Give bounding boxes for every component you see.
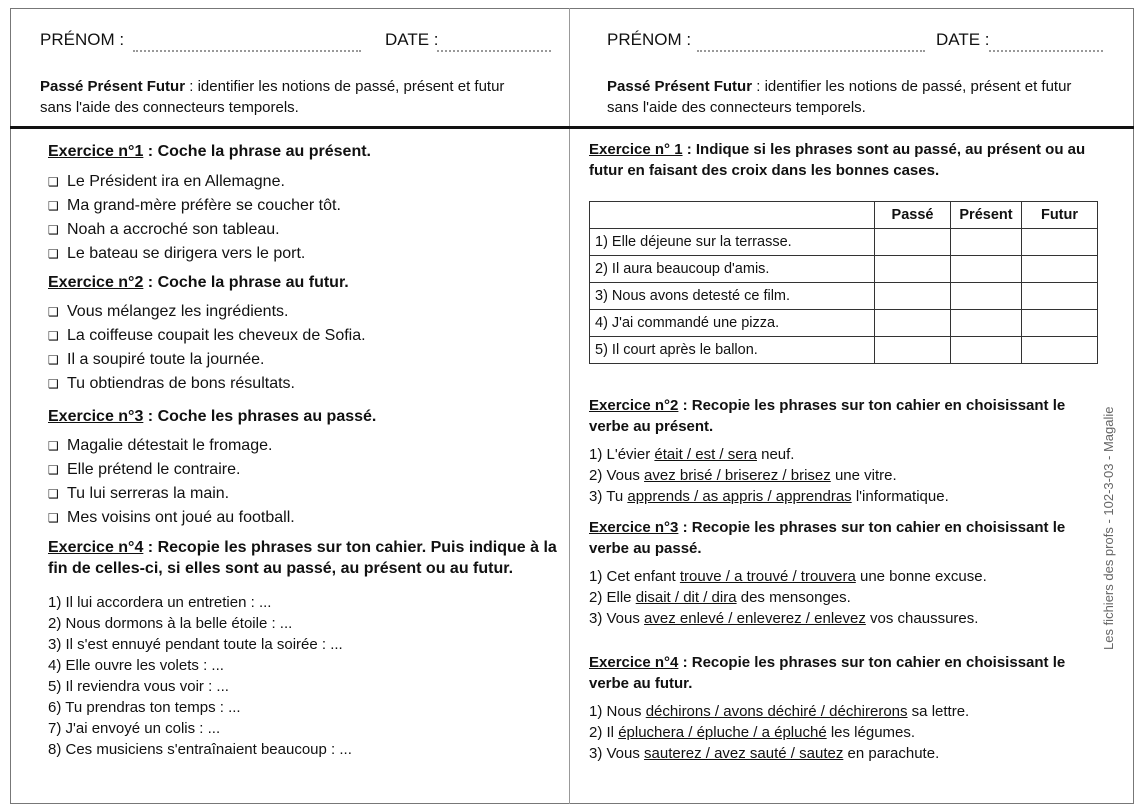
table-row-label: 4) J'ai commandé une pizza. [590, 310, 875, 337]
left-ex3-title: Exercice n°3 : Coche les phrases au passé. [48, 408, 377, 425]
list-item: 2) Il épluchera / épluche / a épluché les légumes. [589, 724, 916, 741]
prenom-field-right[interactable] [697, 50, 925, 52]
table-row-label: 2) Il aura beaucoup d'amis. [590, 256, 875, 283]
side-credit: Les fichiers des profs - 102-3-03 - Magalie [1101, 406, 1116, 650]
left-ex3-options [48, 434, 295, 530]
date-field-left[interactable] [437, 50, 551, 52]
table-row [590, 256, 1098, 283]
checkbox-icon[interactable]: ❑ [48, 199, 59, 213]
option-item[interactable]: ❑ Le bateau se dirigera vers le port. [48, 242, 341, 266]
table-cell[interactable] [951, 337, 1022, 364]
table-cell[interactable] [1022, 283, 1098, 310]
option-item[interactable]: ❑ Noah a accroché son tableau. [48, 218, 341, 242]
table-row [590, 310, 1098, 337]
tense-table [589, 201, 1098, 364]
list-item: 4) Elle ouvre les volets : ... [48, 657, 224, 674]
checkbox-icon[interactable]: ❑ [48, 439, 59, 453]
option-item[interactable]: ❑ Mes voisins ont joué au football. [48, 506, 295, 530]
table-cell[interactable] [951, 310, 1022, 337]
col-present: Présent [951, 202, 1022, 229]
table-cell[interactable] [1022, 256, 1098, 283]
table-cell[interactable] [1022, 310, 1098, 337]
list-item: 1) L'évier était / est / sera neuf. [589, 446, 795, 463]
table-cell[interactable] [875, 229, 951, 256]
table-corner [590, 202, 875, 229]
table-row [590, 229, 1098, 256]
option-item[interactable]: ❑ Ma grand-mère préfère se coucher tôt. [48, 194, 341, 218]
table-row-label: 1) Elle déjeune sur la terrasse. [590, 229, 875, 256]
option-item[interactable]: ❑ Tu lui serreras la main. [48, 482, 295, 506]
checkbox-icon[interactable]: ❑ [48, 175, 59, 189]
checkbox-icon[interactable]: ❑ [48, 353, 59, 367]
date-field-right[interactable] [989, 50, 1103, 52]
list-item: 2) Vous avez brisé / briserez / brisez une vitre. [589, 467, 897, 484]
list-item: 5) Il reviendra vous voir : ... [48, 678, 229, 695]
list-item: 8) Ces musiciens s'entraînaient beaucoup : ... [48, 741, 352, 758]
intro-left: Passé Présent Futur : identifier les notions de passé, présent et futur sans l'aide des connecteurs temporels. [40, 78, 505, 116]
left-ex1-title: Exercice n°1 : Coche la phrase au présent. [48, 143, 371, 160]
table-cell[interactable] [1022, 229, 1098, 256]
prenom-label-left: PRÉNOM : [40, 30, 125, 49]
list-item: 2) Nous dormons à la belle étoile : ... [48, 615, 293, 632]
table-cell[interactable] [951, 256, 1022, 283]
left-ex4-title: Exercice n°4 : Recopie les phrases sur ton cahier. Puis indique à la fin de celles-ci, si elles sont au passé, au présent ou au futur. [48, 539, 557, 577]
col-passe: Passé [875, 202, 951, 229]
left-ex2-title: Exercice n°2 : Coche la phrase au futur. [48, 274, 349, 291]
right-ex1-title: Exercice n° 1 : Indique si les phrases sont au passé, au présent ou au futur en faisant des croix dans les bonnes cases. [589, 141, 1086, 179]
option-item[interactable]: ❑ Il a soupiré toute la journée. [48, 348, 366, 372]
checkbox-icon[interactable]: ❑ [48, 377, 59, 391]
table-cell[interactable] [875, 310, 951, 337]
table-row-label: 3) Nous avons detesté ce film. [590, 283, 875, 310]
date-label-right: DATE : [936, 30, 990, 49]
intro-right: Passé Présent Futur : identifier les notions de passé, présent et futur sans l'aide des connecteurs temporels. [607, 78, 1072, 116]
checkbox-icon[interactable]: ❑ [48, 487, 59, 501]
checkbox-icon[interactable]: ❑ [48, 305, 59, 319]
table-cell[interactable] [951, 283, 1022, 310]
list-item: 6) Tu prendras ton temps : ... [48, 699, 241, 716]
checkbox-icon[interactable]: ❑ [48, 463, 59, 477]
left-ex1-options [48, 170, 341, 266]
option-item[interactable]: ❑ Vous mélangez les ingrédients. [48, 300, 366, 324]
option-item[interactable]: ❑ Elle prétend le contraire. [48, 458, 295, 482]
list-item: 2) Elle disait / dit / dira des mensonges. [589, 589, 851, 606]
left-ex2-options [48, 300, 366, 396]
right-ex3-list [589, 566, 987, 629]
list-item: 7) J'ai envoyé un colis : ... [48, 720, 221, 737]
list-item: 3) Vous sauterez / avez sauté / sautez en parachute. [589, 745, 940, 762]
prenom-label-right: PRÉNOM : [607, 30, 692, 49]
header-separator [10, 126, 1134, 129]
table-row [590, 337, 1098, 364]
option-item[interactable]: ❑ La coiffeuse coupait les cheveux de Sofia. [48, 324, 366, 348]
right-ex2-list [589, 444, 949, 507]
left-ex4-list [48, 592, 352, 760]
col-futur: Futur [1022, 202, 1098, 229]
table-row [590, 283, 1098, 310]
table-cell[interactable] [875, 256, 951, 283]
list-item: 1) Cet enfant trouve / a trouvé / trouvera une bonne excuse. [589, 568, 987, 585]
list-item: 3) Il s'est ennuyé pendant toute la soirée : ... [48, 636, 343, 653]
list-item: 3) Vous avez enlevé / enleverez / enlevez vos chaussures. [589, 610, 979, 627]
list-item: 3) Tu apprends / as appris / apprendras l'informatique. [589, 488, 949, 505]
list-item: 1) Il lui accordera un entretien : ... [48, 594, 272, 611]
right-ex4-title: Exercice n°4 : Recopie les phrases sur ton cahier en choisissant le verbe au futur. [589, 654, 1066, 692]
option-item[interactable]: ❑ Tu obtiendras de bons résultats. [48, 372, 366, 396]
right-ex3-title: Exercice n°3 : Recopie les phrases sur ton cahier en choisissant le verbe au passé. [589, 519, 1066, 557]
checkbox-icon[interactable]: ❑ [48, 511, 59, 525]
table-cell[interactable] [875, 283, 951, 310]
list-item: 1) Nous déchirons / avons déchiré / déchirerons sa lettre. [589, 703, 970, 720]
checkbox-icon[interactable]: ❑ [48, 247, 59, 261]
prenom-field-left[interactable] [133, 50, 361, 52]
table-cell[interactable] [1022, 337, 1098, 364]
table-cell[interactable] [875, 337, 951, 364]
checkbox-icon[interactable]: ❑ [48, 223, 59, 237]
right-ex2-title: Exercice n°2 : Recopie les phrases sur ton cahier en choisissant le verbe au présent. [589, 397, 1066, 435]
date-label-left: DATE : [385, 30, 439, 49]
table-row-label: 5) Il court après le ballon. [590, 337, 875, 364]
right-ex4-list [589, 701, 969, 764]
checkbox-icon[interactable]: ❑ [48, 329, 59, 343]
option-item[interactable]: ❑ Magalie détestait le fromage. [48, 434, 295, 458]
option-item[interactable]: ❑ Le Président ira en Allemagne. [48, 170, 341, 194]
table-cell[interactable] [951, 229, 1022, 256]
